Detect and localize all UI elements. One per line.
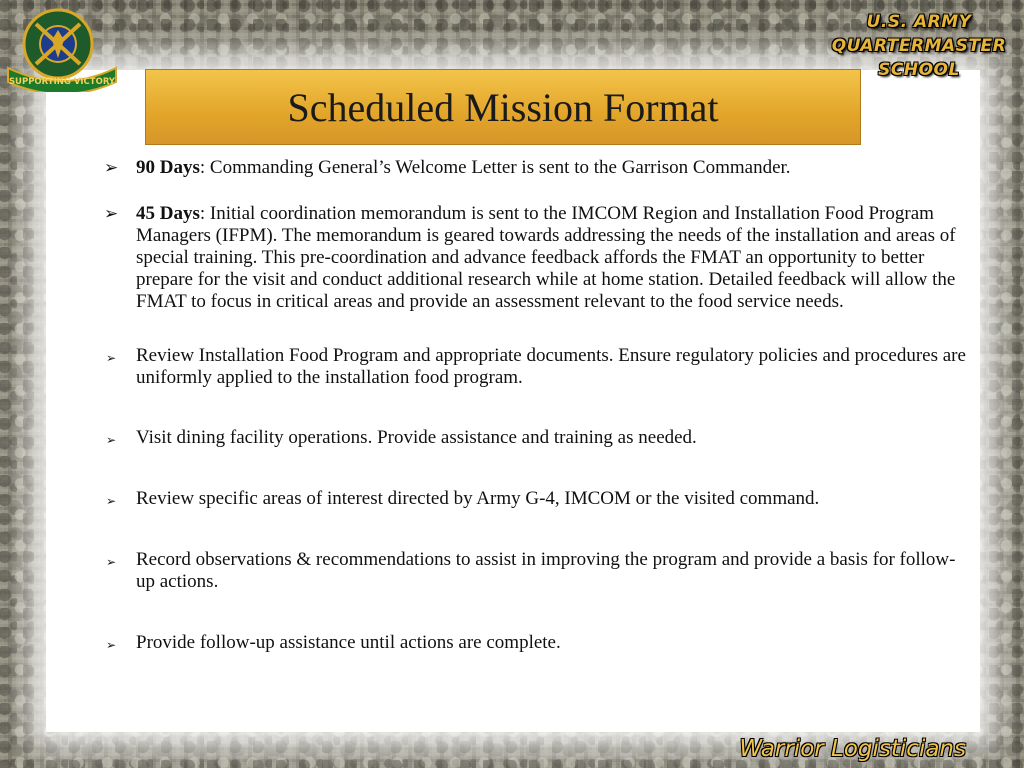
arrow-bullet-icon: ➢ — [106, 555, 117, 569]
bullet-list — [104, 157, 974, 654]
slide-title: Scheduled Mission Format — [287, 84, 719, 130]
list-item — [104, 345, 974, 389]
logo-banner-text: SUPPORTING VICTORY — [8, 77, 116, 87]
school-line-2: QUARTERMASTER — [831, 36, 1007, 56]
arrow-bullet-icon: ➢ — [104, 204, 119, 224]
item-lead: 90 Days — [136, 157, 200, 178]
item-text: : Commanding General’s Welcome Letter is sent to the Garrison Commander. — [199, 157, 791, 178]
list-item — [104, 549, 974, 593]
quartermaster-insignia-logo — [6, 6, 118, 92]
arrow-bullet-icon: ➢ — [104, 158, 119, 178]
school-line-3: SCHOOL — [878, 60, 960, 80]
footer-tagline: Warrior Logisticians — [739, 736, 966, 762]
item-text: Visit dining facility operations. Provide assistance and training as needed. — [136, 427, 697, 448]
list-item — [104, 427, 974, 449]
item-lead: 45 Days — [136, 203, 200, 224]
school-line-1: U.S. ARMY — [866, 12, 972, 32]
item-text: Provide follow-up assistance until actions are complete. — [136, 632, 561, 653]
arrow-bullet-icon: ➢ — [106, 433, 117, 447]
arrow-bullet-icon: ➢ — [106, 351, 117, 365]
list-item — [104, 203, 974, 313]
list-item — [104, 157, 974, 179]
item-text: Record observations & recommendations to assist in improving the program and provide a basis for follow-up actions. — [136, 549, 956, 592]
item-text: : Initial coordination memorandum is sent to the IMCOM Region and Installation Food Program Managers (IFPM). The memorandum is geared towards addressing the needs of the installation and areas of special training. This pre-coordination and advance feedback affords the FMAT an opportunity to better prepare for the visit and conduct additional research while at home station. Detailed feedback will allow the FMAT to focus in critical areas and provide an assessment relevant to the food service needs. — [136, 203, 956, 312]
item-text: Review specific areas of interest directed by Army G-4, IMCOM or the visited command. — [136, 488, 820, 509]
list-item — [104, 488, 974, 510]
arrow-bullet-icon: ➢ — [106, 638, 117, 652]
arrow-bullet-icon: ➢ — [106, 494, 117, 508]
item-text: Review Installation Food Program and appropriate documents. Ensure regulatory policies and procedures are uniformly applied to the installation food program. — [136, 345, 966, 388]
list-item — [104, 632, 974, 654]
title-bar — [145, 69, 861, 145]
